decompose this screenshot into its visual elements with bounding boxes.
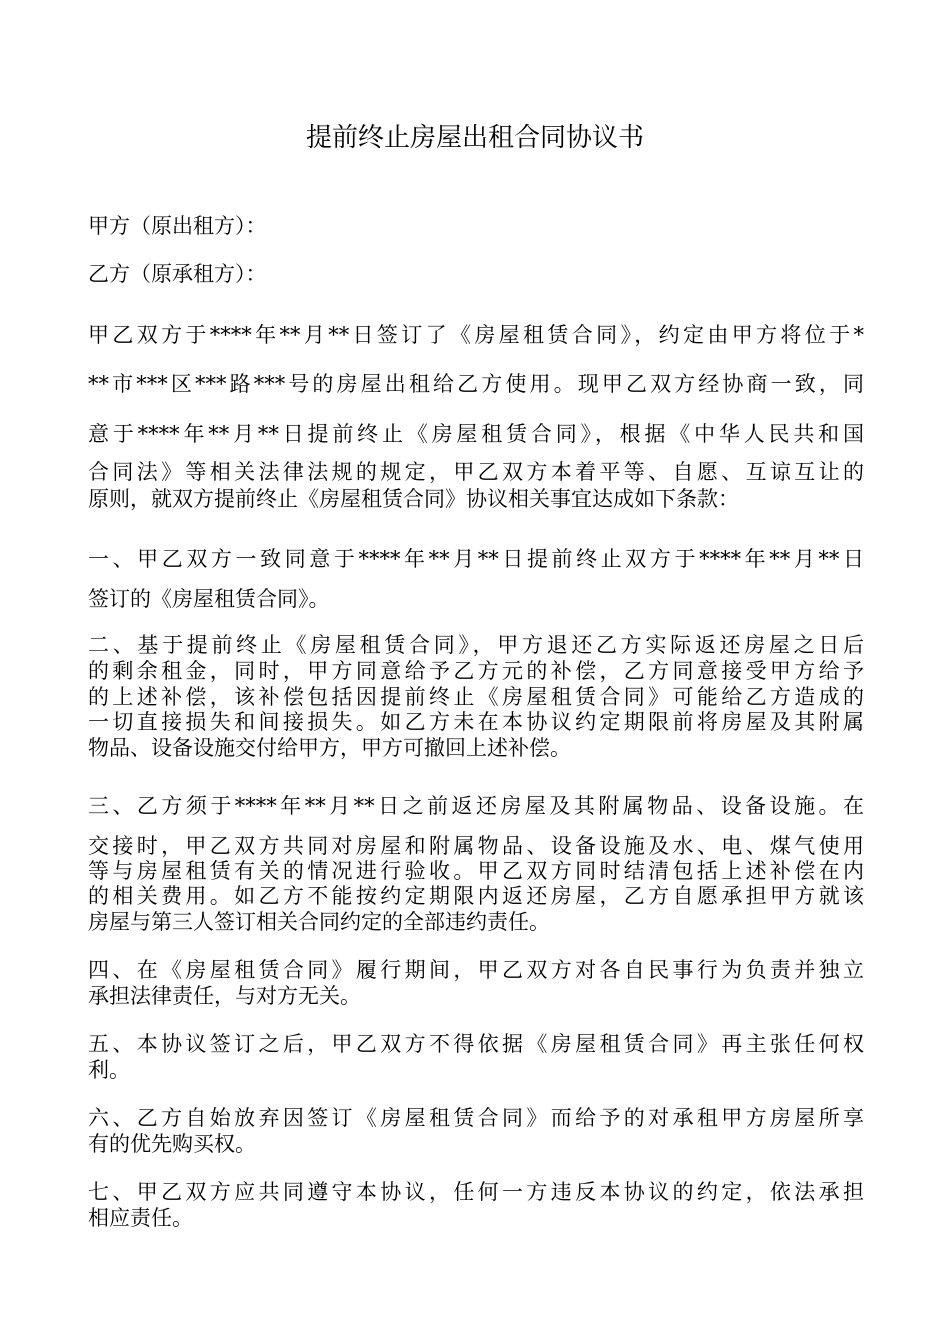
party-b-line: 乙方（原承租方）： — [88, 262, 267, 286]
paragraph-line: 五、本协议签订之后，甲乙双方不得依据《房屋租赁合同》再主张任何权 — [88, 1032, 864, 1056]
paragraph-line: 签订的《房屋租赁合同》。 — [88, 587, 330, 611]
paragraph-line: 物品、设备设施交付给甲方，甲方可撤回上述补偿。 — [88, 736, 571, 760]
paragraph-line: 合同法》等相关法律法规的规定，甲乙双方本着平等、自愿、互谅互让的 — [88, 460, 864, 484]
party-a-line: 甲方（原出租方）： — [88, 214, 267, 238]
paragraph-line: 房屋与第三人签订相关合同约定的全部违约责任。 — [88, 910, 550, 934]
paragraph-line: 交接时，甲乙双方共同对房屋和附属物品、设备设施及水、电、煤气使用 — [88, 834, 864, 858]
paragraph-line: 等与房屋租赁有关的情况进行验收。甲乙双方同时结清包括上述补偿在内 — [88, 859, 864, 883]
paragraph-line: 承担法律责任，与对方无关。 — [88, 984, 361, 1008]
paragraph-line: 相应责任。 — [88, 1206, 193, 1230]
paragraph-line: **市***区***路***号的房屋出租给乙方使用。现甲乙双方经协商一致，同 — [88, 372, 864, 396]
paragraph-line: 一切直接损失和间接损失。如乙方未在本协议约定期限前将房屋及其附属 — [88, 710, 864, 734]
paragraph-line: 的上述补偿，该补偿包括因提前终止《房屋租赁合同》可能给乙方造成的 — [88, 685, 864, 709]
paragraph-line: 的剩余租金，同时，甲方同意给予乙方元的补偿，乙方同意接受甲方给予 — [88, 659, 864, 683]
paragraph-line: 七、甲乙双方应共同遵守本协议，任何一方违反本协议的约定，依法承担 — [88, 1180, 864, 1204]
paragraph-line: 原则，就双方提前终止《房屋租赁合同》协议相关事宜达成如下条款： — [88, 487, 739, 511]
paragraph-line: 的相关费用。如乙方不能按约定期限内返还房屋，乙方自愿承担甲方就该 — [88, 884, 864, 908]
paragraph-line: 三、乙方须于****年**月**日之前返还房屋及其附属物品、设备设施。在 — [88, 794, 864, 818]
paragraph-line: 二、基于提前终止《房屋租赁合同》，甲方退还乙方实际返还房屋之日后 — [88, 633, 864, 657]
paragraph-line: 四、在《房屋租赁合同》履行期间，甲乙双方对各自民事行为负责并独立 — [88, 958, 864, 982]
document-title: 提前终止房屋出租合同协议书 — [305, 123, 644, 153]
paragraph-line: 一、甲乙双方一致同意于****年**月**日提前终止双方于****年**月**日 — [88, 547, 864, 571]
paragraph-line: 意于****年**月**日提前终止《房屋租赁合同》，根据《中华人民共和国 — [88, 422, 864, 446]
paragraph-line: 六、乙方自始放弃因签订《房屋租赁合同》而给予的对承租甲方房屋所享 — [88, 1106, 864, 1130]
paragraph-line: 有的优先购买权。 — [88, 1132, 256, 1156]
paragraph-line: 利。 — [88, 1058, 130, 1082]
paragraph-line: 甲乙双方于****年**月**日签订了《房屋租赁合同》，约定由甲方将位于* — [88, 323, 864, 347]
